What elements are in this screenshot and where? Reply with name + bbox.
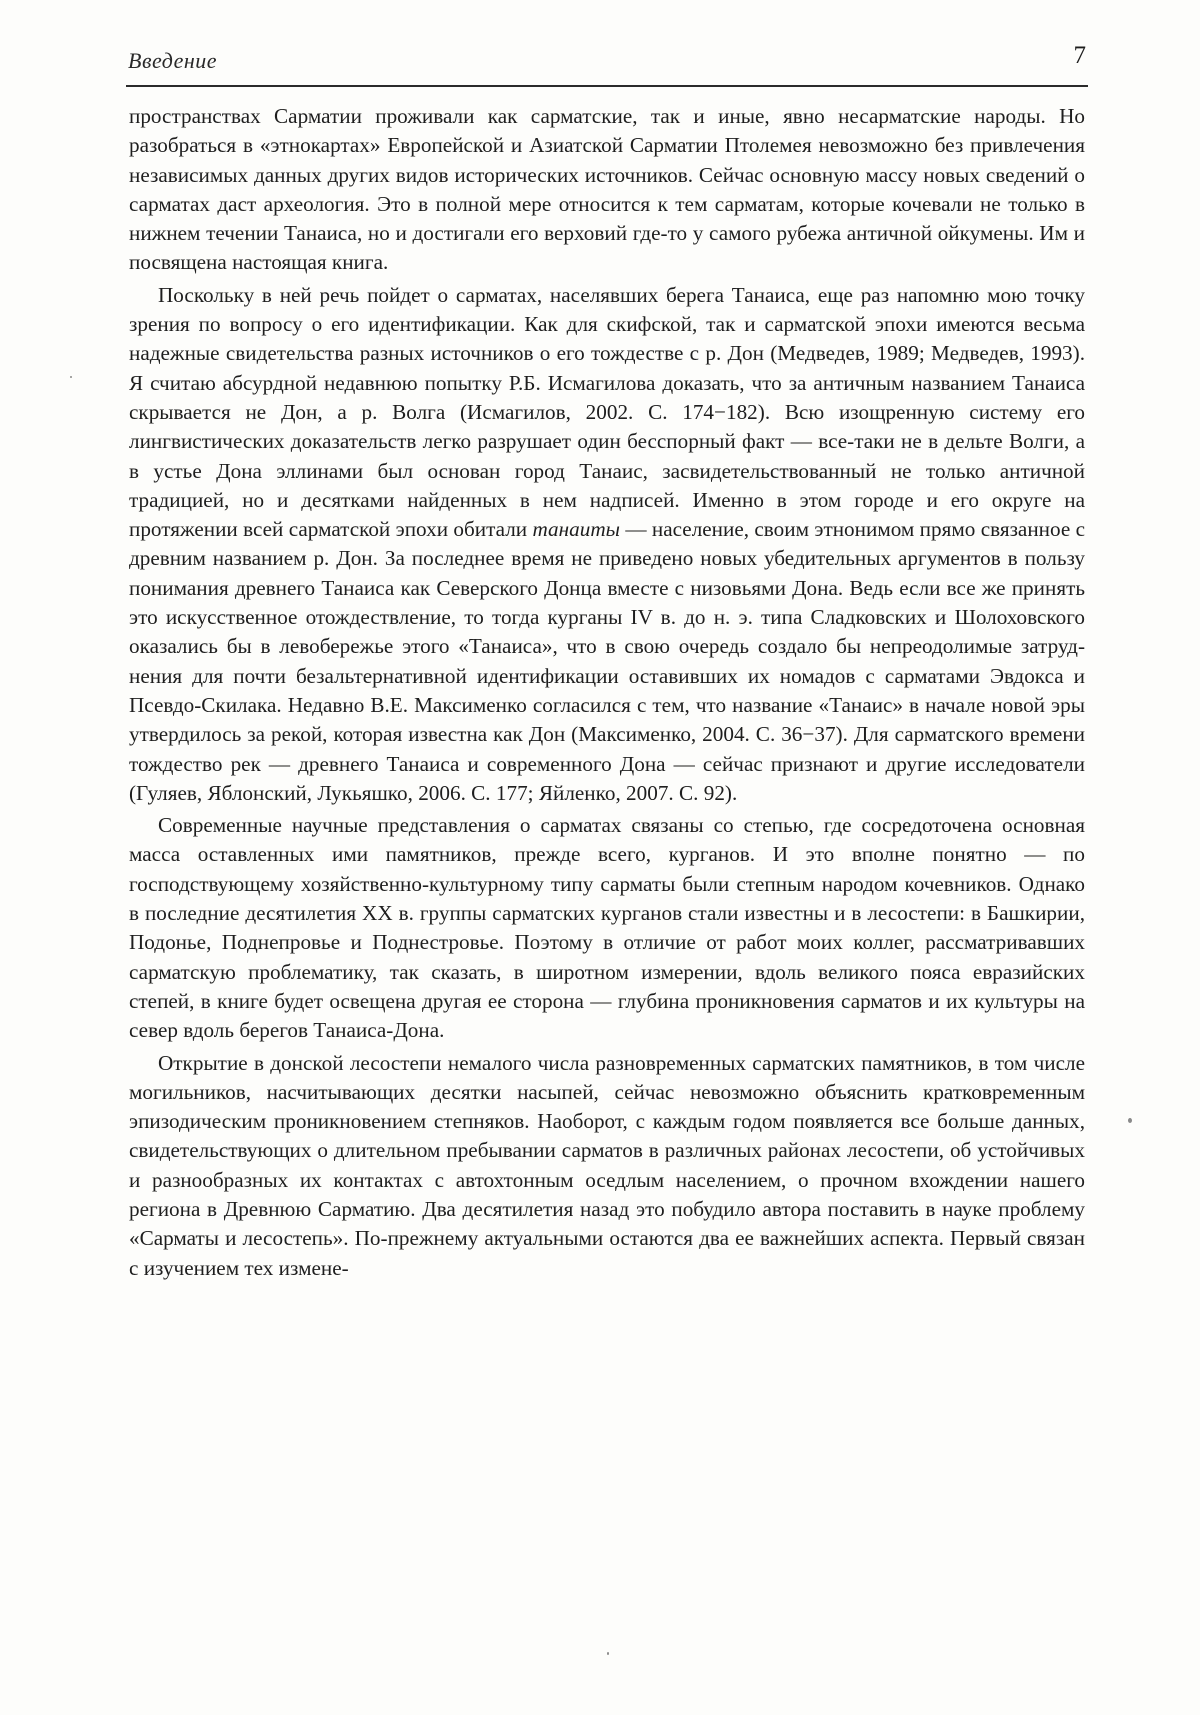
main-text [129,102,1085,1283]
header-rule [126,85,1088,87]
paragraph-3: Современные научные представления о сарматах связаны со степью, где сосредоточена основная масса оставленных ими памятников, прежде всего, курганов. И это вполне понятно — по господствующему хозяйственно-культурному типу сарматы были степным народом кочевников. Однако в последние десятилетия XX в. группы сарматских курганов стали известны и в лесостепи: в Башкирии, Подонье, Поднепровье и Поднестровье. Поэтому в отличие от работ моих коллег, рассматривавших сарматскую проблематику, так сказать, в широтном измерении, вдоль великого пояса евразийских степей, в книге будет освещена другая ее сторона — глубина проникновения сарматов и их культуры на север вдоль берегов Танаиса-Дона. [129,813,1085,1043]
paragraph-1: пространствах Сарматии проживали как сарматские, так и иные, явно несарматские народы. Но разобраться в «этнокартах» Европейской и Азиатской Сарматии Птолемея невозможно без привлечения независимых данных других видов исторических источников. Сейчас основную массу новых сведений о сарматах даст археология. Это в полной мере относится к тем сарматам, которые кочевали не только в нижнем течении Танаиса, но и достигали его верховий где-то у самого рубежа античной ойкумены. Им и посвящена настоящая книга. [129,104,1085,275]
paragraph-2-part-2: — население, своим этнонимом прямо связанное с древним названием р. Дон. За последнее время не приведено новых убедительных аргументов в пользу понимания древнего Танаиса как Северского Донца вместе с низовьями Дона. Ведь если все же принять это искусственное отождествление, то тогда курганы IV в. до н. э. типа Сладковских и Шолоховского оказались бы в левобережье этого «Танаиса», что в свою очередь создало бы непреодолимые затруднения для почти безальтернативной идентификации оставивших их номадов с сарматами Эвдокса и Псевдо-Скилака. Недавно В.Е. Максименко согласился с тем, что название «Танаис» в начале новой эры утвердилось за рекой, которая известна как Дон (Максименко, 2004. С. 36−37). Для сарматского времени тождество рек — древнего Танаиса и современного Дона — сейчас признают и другие исследователи (Гуляев, Яблонский, Лукьяшко, 2006. С. 177; Яйленко, 2007. С. 92). [129,517,1086,805]
scan-speck [1128,1118,1132,1123]
scan-speck [70,376,72,378]
page-number: 7 [1073,42,1086,69]
running-head [128,40,1086,84]
running-title: Введение [128,48,218,73]
paragraph-2 [129,281,1085,808]
scan-speck [607,1652,609,1655]
paragraph-2-ethnonym: танаиты [532,517,620,542]
paragraph-4: Открытие в донской лесостепи немалого числа разновременных сарматских памятников, в том числе могильников, насчитывающих десятки насыпей, сейчас невозможно объяснить кратковременным эпизодическим проникновением степняков. Наоборот, с каждым годом появляется все больше данных, свидетельствующих о длительном пребывании сарматов в различных районах лесостепи, об устойчивых и разнообразных их контактах с автохтонным оседлым населением, о прочном вхождении нашего региона в Древнюю Сарматию. Два десятилетия назад это побудило автора поставить в науке проблему «Сарматы и лесостепь». По-прежнему актуальными остаются два ее важнейших аспекта. Первый связан с изучением тех измене- [129,1050,1085,1280]
paragraph-2-part-1: Поскольку в ней речь пойдет о сарматах, населявших берега Танаиса, еще раз напомню мою точку зрения по вопросу о его идентификации. Как для скифской, так и сарматской эпохи имеются весьма надежные свидетельства разных источников о его тождестве с р. Дон (Медведев, 1989; Медведев, 1993). Я считаю абсурдной недавнюю попытку Р.Б. Исмагилова доказать, что за античным названием Танаиса скрывается не Дон, а р. Волга (Исмагилов, 2002. С. 174−182). Всю изощренную систему его лингвистических доказательств легко разрушает один бесспорный факт — все-таки не в дельте Волги, а в устье Дона эллинами был основан город Танаис, засвидетельствованный не только античной традицией, но и десятками найденных в нем надписей. Именно в этом городе и его округе на протяжении всей сарматской эпохи обитали [129,282,1085,542]
